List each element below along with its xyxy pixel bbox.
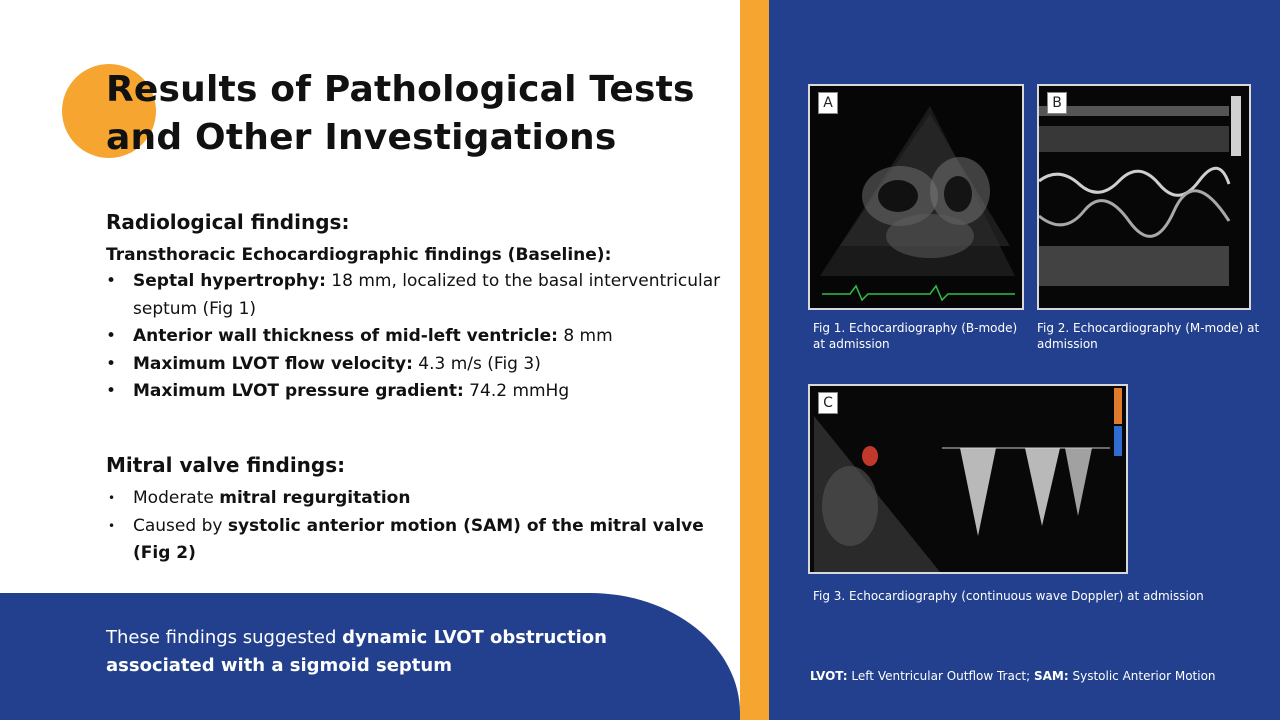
mitral-list [106,485,726,568]
echo-doppler-graphic [810,386,1126,572]
echo-mmode-image [1037,84,1251,310]
echo-bmode-image [808,84,1024,310]
figure-label-b: B [1047,92,1067,114]
list-item: • Moderate mitral regurgitation [106,485,726,513]
slide-title: Results of Pathological Tests and Other Investigations [106,69,695,158]
figure-1-caption: Fig 1. Echocardiography (B-mode) at admission [813,321,1018,351]
mitral-section [106,451,726,568]
echo-bmode-graphic [810,86,1022,308]
figure-label-a: A [818,92,838,114]
list-item: • Anterior wall thickness of mid-left ventricle: 8 mm [106,323,726,351]
radiological-heading: Radiological findings: [106,210,350,234]
figure-label-c: C [818,392,838,414]
figure-3-caption: Fig 3. Echocardiography (continuous wave Doppler) at admission [813,589,1204,603]
list-item: • Caused by systolic anterior motion (SAM) of the mitral valve (Fig 2) [106,513,726,568]
orange-divider-stripe [740,0,769,720]
list-item: • Maximum LVOT pressure gradient: 74.2 mmHg [106,378,726,406]
radiological-section [106,208,726,406]
list-item: • Septal hypertrophy: 18 mm, localized to the basal interventricular septum (Fig 1) [106,268,726,323]
echo-mmode-graphic [1039,86,1249,308]
radiological-list [106,268,726,406]
abbreviations-footnote: LVOT: Left Ventricular Outflow Tract; SAM: Systolic Anterior Motion [810,669,1216,683]
echo-doppler-image [808,384,1128,574]
echo-subheading: Transthoracic Echocardiographic findings (Baseline): [106,245,612,265]
list-item: • Maximum LVOT flow velocity: 4.3 m/s (Fig 3) [106,351,726,379]
mitral-heading: Mitral valve findings: [106,453,346,477]
conclusion-text: These findings suggested dynamic LVOT obstruction associated with a sigmoid septum [106,627,607,676]
figure-2-caption: Fig 2. Echocardiography (M-mode) at admission [1037,321,1260,351]
